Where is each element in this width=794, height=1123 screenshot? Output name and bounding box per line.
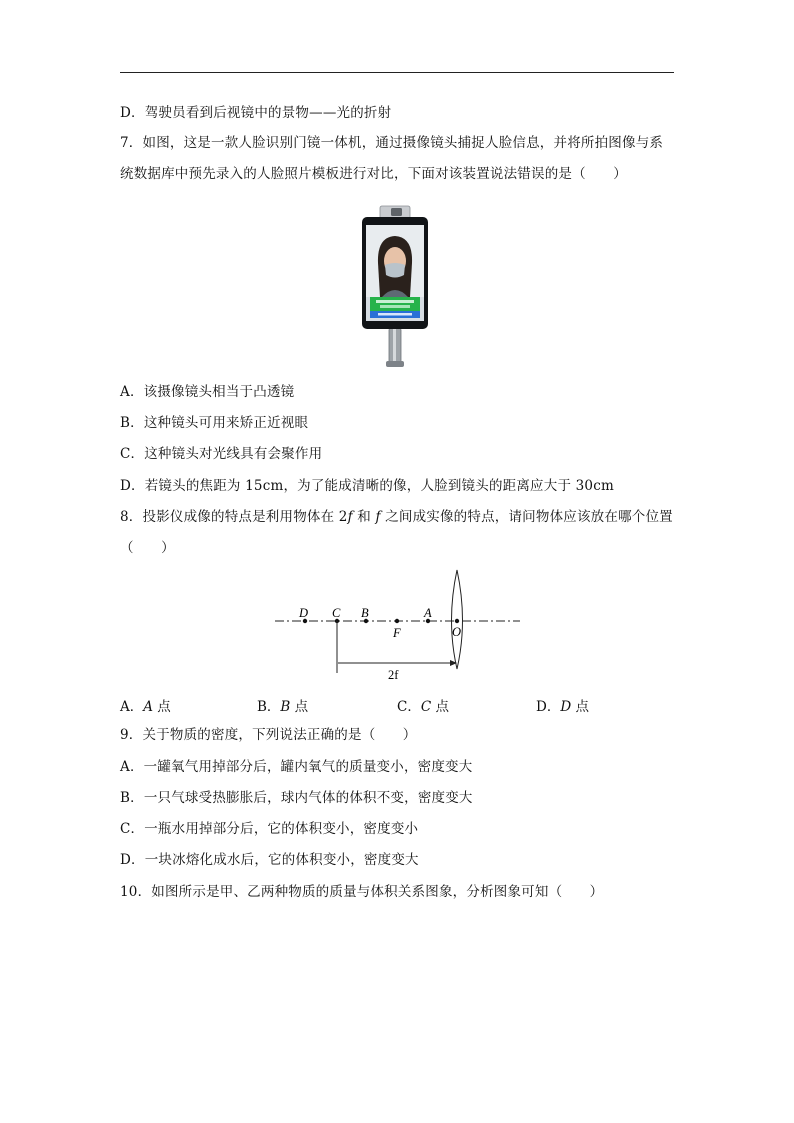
header-rule [120, 72, 674, 73]
label-d: D [299, 606, 309, 620]
q8-stem-line2: （ ） [120, 540, 175, 556]
q8-options [120, 695, 680, 715]
label-c: C [332, 606, 341, 620]
q7-option-a: A．该摄像镜头相当于凸透镜 [120, 384, 295, 400]
q6-option-d: D．驾驶员看到后视镜中的景物——光的折射 [120, 105, 392, 121]
label-o: O [452, 625, 462, 639]
q9-option-c: C．一瓶水用掉部分后，它的体积变小，密度变小 [120, 821, 419, 837]
q9-option-d: D．一块冰熔化成水后，它的体积变小，密度变大 [120, 852, 419, 868]
label-f: F [393, 626, 401, 640]
q8-stem-line1: 8．投影仪成像的特点是利用物体在 2f 和 f 之间成实像的特点，请问物体应该放在哪个位置 [120, 509, 673, 525]
q7-stem-line1: 7．如图，这是一款人脸识别门镜一体机，通过摄像镜头捕捉人脸信息，并将所拍图像与系 [120, 135, 664, 151]
label-b: B [361, 606, 369, 620]
q7-stem-line2: 统数据库中预先录入的人脸照片模板进行对比，下面对该装置说法错误的是（ ） [120, 166, 627, 182]
q9-option-a: A．一罐氧气用掉部分后，罐内氧气的质量变小，密度变大 [120, 759, 473, 775]
q7-option-d: D．若镜头的焦距为 15cm，为了能成清晰的像，人脸到镜头的距离应大于 30cm [120, 478, 614, 494]
q8-option-d: D．D 点 [536, 699, 589, 715]
q7-option-c: C．这种镜头对光线具有会聚作用 [120, 446, 323, 462]
q9-stem: 9．关于物质的密度，下列说法正确的是（ ） [120, 727, 417, 743]
q8-option-a: A．A 点 [120, 699, 171, 715]
q9-option-b: B．一只气球受热膨胀后，球内气体的体积不变，密度变大 [120, 790, 473, 806]
q10-stem: 10．如图所示是甲、乙两种物质的质量与体积关系图象，分析图象可知（ ） [120, 884, 604, 900]
point-f [395, 619, 399, 623]
point-o [455, 619, 459, 623]
face-recognition-device-image [360, 203, 430, 368]
label-2f: 2f [388, 668, 399, 682]
convex-lens-diagram [270, 565, 525, 690]
q8-option-b: B．B 点 [257, 699, 309, 715]
q7-option-b: B．这种镜头可用来矫正近视眼 [120, 415, 309, 431]
label-a: A [424, 606, 432, 620]
q8-option-c: C．C 点 [397, 699, 449, 715]
